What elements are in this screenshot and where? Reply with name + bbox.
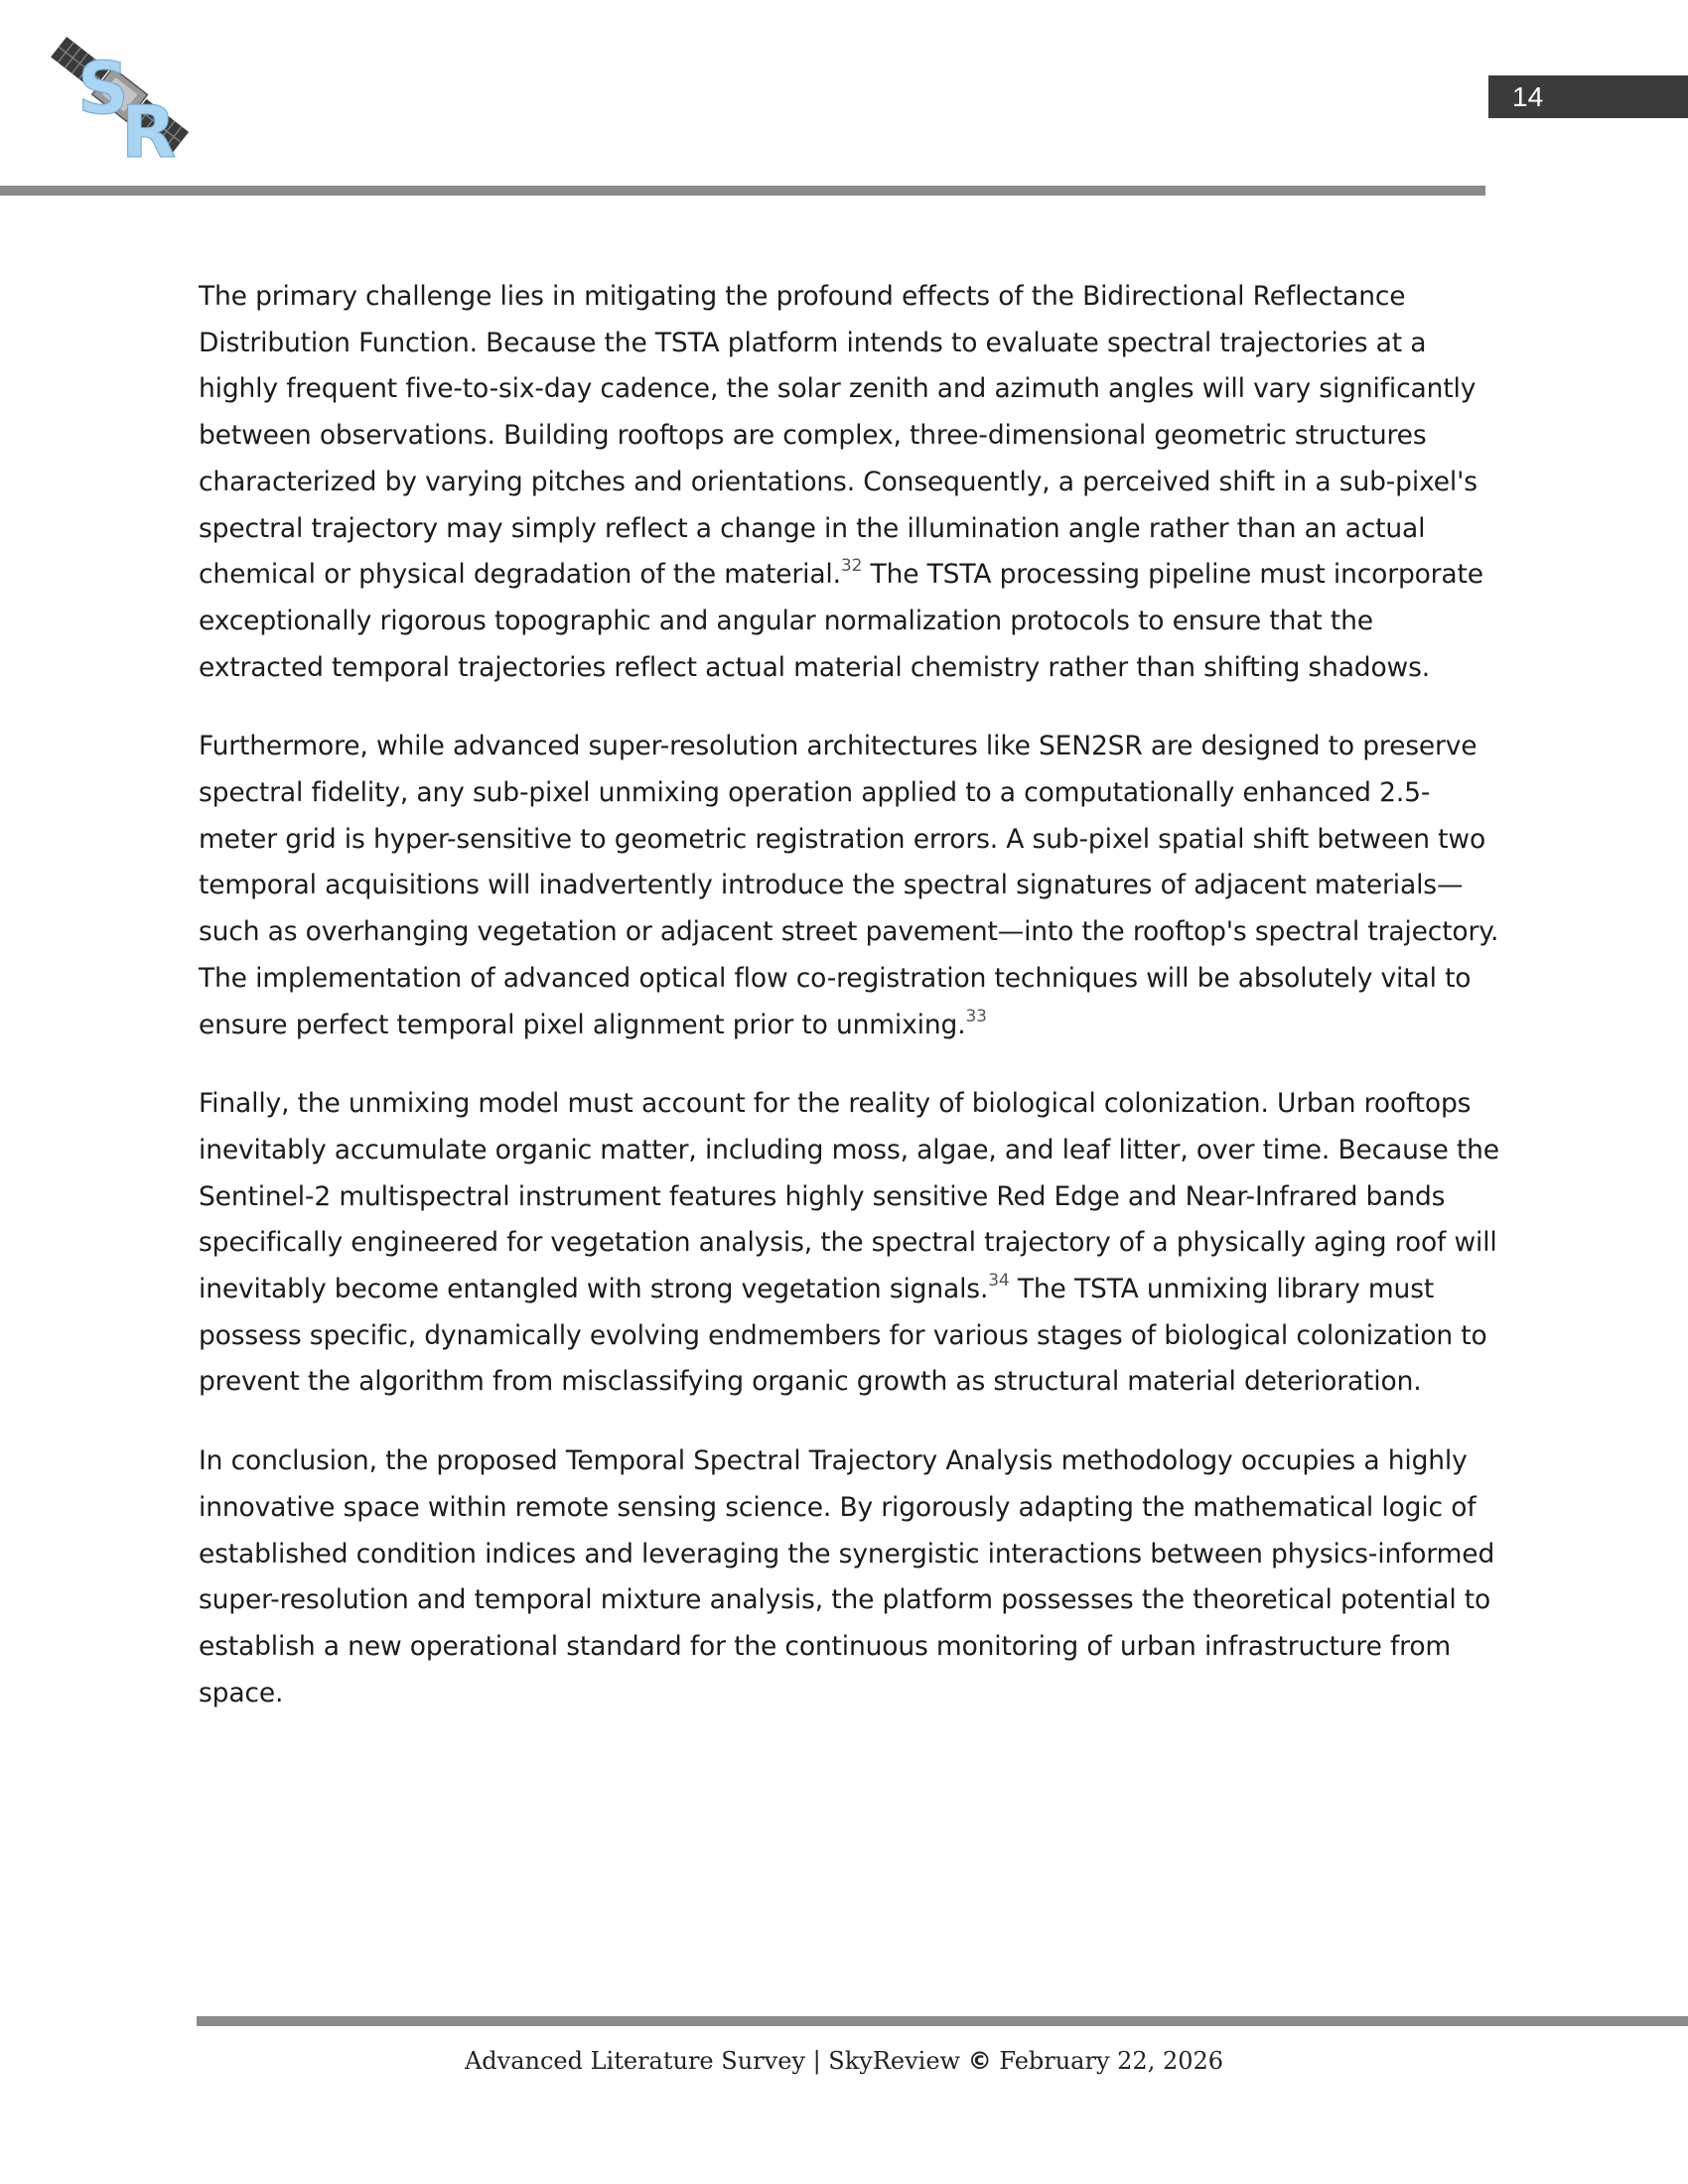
- page-number-label: 14: [1512, 81, 1544, 112]
- paragraph-2: Furthermore, while advanced super-resolution architectures like SEN2SR are designed to preserve spectral fidelity, any sub-pixel unmixing operation applied to a computationally enhanced 2.5-meter grid is hyper-sensitive to geometric registration errors. A sub-pixel spatial shift between two temporal acquisitions will inadvertently introduce the spectral signatures of adjacent materials—such as overhanging vegetation or adjacent street pavement—into the rooftop's spectral trajectory. The implementation of advanced optical flow co-registration techniques will be absolutely vital to ensure perfect temporal pixel alignment prior to unmixing.$^{33}$: [199, 731, 1499, 1040]
- skyreview-logo: [40, 26, 209, 165]
- paragraph-4: In conclusion, the proposed Temporal Spectral Trajectory Analysis methodology occupies a highly innovative space within remote sensing science. By rigorously adapting the mathematical logic of established condition indices and leveraging the synergistic interactions between physics-informed super-resolution and temporal mixture analysis, the platform possesses the theoretical potential to establish a new operational standard for the continuous monitoring of urban infrastructure from space.: [199, 1445, 1495, 1708]
- paragraph-3: Finally, the unmixing model must account for the reality of biological colonization. Urban rooftops inevitably accumulate organic matter, including moss, algae, and leaf litter, over time. Because the Sentinel-2 multispectral instrument features highly sensitive Red Edge and Near-Infrared bands specifically engineered for vegetation analysis, the spectral trajectory of a physically aging roof will inevitably become entangled with strong vegetation signals.$^{34}$ The TSTA unmixing library must possess specific, dynamically evolving endmembers for various stages of biological colonization to prevent the algorithm from misclassifying organic growth as structural material deterioration.: [199, 1088, 1499, 1398]
- copyright-icon: ©: [967, 2047, 992, 2075]
- footnote-ref-33[interactable]: 33: [965, 1006, 987, 1026]
- footnote-ref-34[interactable]: 34: [988, 1271, 1010, 1292]
- article-body: [199, 274, 1499, 1749]
- paragraph-1: The primary challenge lies in mitigating the profound effects of the Bidirectional Reflectance Distribution Function. Because the TSTA platform intends to evaluate spectral trajectories at a highly frequent five-to-six-day cadence, the solar zenith and azimuth angles will vary significantly between observations. Building rooftops are complex, three-dimensional geometric structures characterized by varying pitches and orientations. Consequently, a perceived shift in a sub-pixel's spectral trajectory may simply reflect a change in the illumination angle rather than an actual chemical or physical degradation of the material.$^{32}$ The TSTA processing pipeline must incorporate exceptionally rigorous topographic and angular normalization protocols to ensure that the extracted temporal trajectories reflect actual material chemistry rather than shifting shadows.: [199, 281, 1483, 683]
- satellite-icon: [40, 26, 209, 165]
- footnote-ref-32[interactable]: 32: [840, 556, 863, 577]
- svg-text:S: S: [77, 47, 129, 130]
- footer-divider: [197, 2016, 1688, 2026]
- header-divider: [0, 186, 1485, 196]
- footer-date: February 22, 2026: [991, 2047, 1224, 2075]
- page-footer: [0, 2047, 1688, 2075]
- footer-source: Advanced Literature Survey | SkyReview: [464, 2047, 968, 2075]
- svg-text:R: R: [121, 90, 177, 165]
- page-number: [1488, 75, 1688, 118]
